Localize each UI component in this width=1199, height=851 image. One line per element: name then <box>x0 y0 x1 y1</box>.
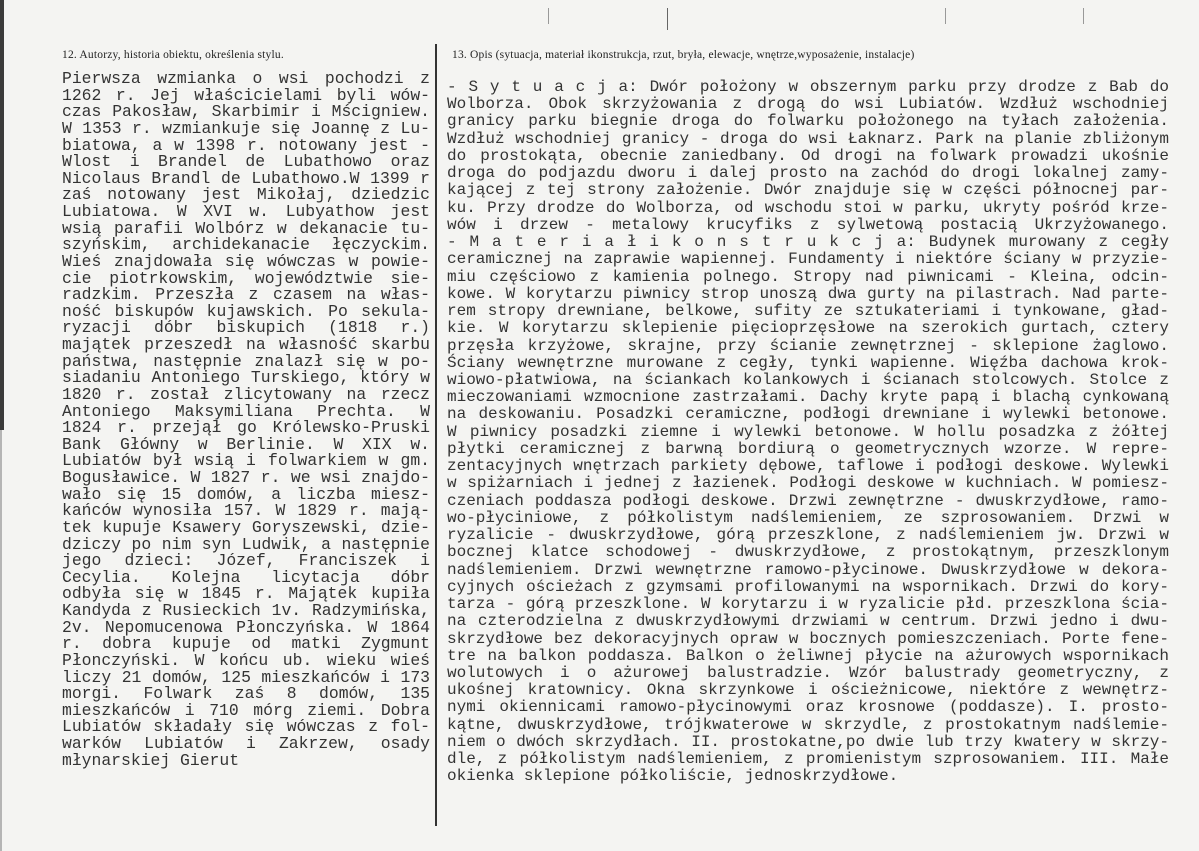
scan-mark <box>667 8 668 30</box>
text-line: kańców wynosiła 157. W 1829 r. mają- <box>62 501 430 521</box>
scan-mark <box>548 8 549 24</box>
text-line: 2v. Nepomucenowa Płonczyńska. W 1864 <box>62 617 430 637</box>
text-line: ku. Przy drodze do Wolborza, od wschodu stoi w parku, ukryty pośród krze- <box>447 198 1169 217</box>
text-line: wo-płyciniowe, z półkolistym nadślemieniem, ze szprosowaniem. Drzwi w <box>447 508 1169 527</box>
text-line: W piwnicy posadzki ziemne i wylewki betonowe. W hollu posadzka z żółtej <box>447 422 1169 441</box>
scan-edge-shadow-lower <box>0 430 2 851</box>
text-line: nymi okiennicami ramowo-płycinowymi oraz krosnowe (poddasze). I. prosto- <box>447 698 1169 717</box>
text-line: Wieś znajdowała się wówczas w powie- <box>62 251 430 271</box>
text-line: 1262 r. Jej właścicielami byli wów- <box>62 85 430 105</box>
text-line: tarza - górą przeszklone. W korytarzu i w ryzalicie płd. przeszklona ścia- <box>447 595 1169 614</box>
text-line: kowe. W korytarzu piwnicy strop unoszą dwa gurty na pilastrach. Nad parte- <box>447 284 1169 303</box>
text-line: Cecylia. Kolejna licytacja dóbr <box>62 567 430 587</box>
text-line: mieczowaniami wzmocnione zastrzałami. Dachy kryte papą i blachą cynkowaną <box>447 388 1169 407</box>
text-line: r. dobra kupuje od matki Zygmunt <box>62 634 430 654</box>
text-line: 1820 r. został zlicytowany na rzecz <box>62 384 430 404</box>
text-line: majątek przeszedł na własność skarbu <box>62 335 430 354</box>
text-line: dle, z półkolistym nadślemieniem, z promienistym szprosowaniem. III. Małe <box>447 750 1169 769</box>
text-line: ukośnej kratownicy. Okna skrzynkowe i ościeżnicowe, niektóre z wewnętrz- <box>447 681 1169 700</box>
text-line: Nicolaus Brandl de Lubathowo.W 1399 r <box>62 168 430 188</box>
text-line: cie piotrkowskim, województwie sie- <box>62 268 430 288</box>
text-line: miu częściowo z kamienia polnego. Stropy nad piwnicami - Kleina, odcin- <box>447 267 1169 286</box>
text-line: W 1353 r. wzmiankuje się Joannę z Lu- <box>62 118 430 138</box>
text-line: Płonczyński. W końcu ub. wieku wieś <box>62 650 430 670</box>
text-line: dziczy po nim syn Ludwik, a następnie <box>62 534 430 554</box>
text-line: do prostokąta, obecnie zaniedbany. Od drogi na folwark prowadzi ukośnie <box>447 146 1169 165</box>
text-line: Wolborza. Obok skrzyżowania z drogą do wsi Lubiatów. Wzdłuż wschodniej <box>447 95 1169 114</box>
scan-mark <box>945 8 946 24</box>
text-line: skrzydłowe bez dekoracyjnych opraw w bocznych pomieszczeniach. Porte fene- <box>447 629 1169 648</box>
text-line: młynarskiej Gierut <box>62 750 240 770</box>
text-line: okienka sklepione półkoliście, jednoskrzydłowe. <box>447 767 899 786</box>
text-line: płytki ceramicznej z barwną bordiurą o geometrycznych wzorze. W repre- <box>447 439 1169 458</box>
text-line: wało się 15 domów, a liczba miesz- <box>62 484 430 504</box>
text-line: wsią parafii Wolbórz w dekanacie tu- <box>62 218 430 238</box>
section-12-heading: 12. Autorzy, historia obiektu, określenia stylu. <box>62 49 284 61</box>
text-line: bocznej klatce schodowej - dwuskrzydłowe, z prostokątnym, przeszklonym <box>447 543 1169 562</box>
text-line: odbyła się w 1845 r. Majątek kupiła <box>62 584 430 604</box>
text-line: kątne, dwuskrzydłowe, trójkwaterowe w skrzydle, z prostokatnym nadślemie- <box>447 715 1169 734</box>
history-text-column <box>62 71 430 769</box>
text-line: przęsła krzyżowe, skrajne, przy ścianie zewnętrznej - sklepione żaglowo. <box>447 336 1169 355</box>
text-line: wów i drzew - metalowy krucyfiks z sylwetową postacią Ukrzyżowanego. <box>447 215 1169 234</box>
scan-mark <box>1083 8 1084 24</box>
text-line: Wlost i Brandel de Lubathowo oraz <box>62 152 430 172</box>
text-line: morgi. Folwark zaś 8 domów, 135 <box>62 684 430 704</box>
text-line: liczy 21 domów, 125 mieszkańców i 173 <box>62 667 430 687</box>
text-line: warków Lubiatów i Zakrzew, osady <box>62 734 430 753</box>
text-line: na czterodzielna z dwuskrzydłowymi drzwiami w centrum. Drzwi jedno i dwu- <box>447 612 1169 631</box>
text-line: radzkim. Przeszła z czasem na włas- <box>62 285 430 305</box>
text-line: Pierwsza wzmianka o wsi pochodzi z <box>62 69 430 88</box>
section-13-heading: 13. Opis (sytuacja, materiał ikonstrukcja, rzut, bryła, elewacje, wnętrze,wyposażenie, instalacje) <box>452 49 915 61</box>
text-line: ryzalicie - dwuskrzydłowe, górą przeszklone, z nadślemieniem jw. Drzwi w <box>447 526 1169 545</box>
text-line: zaś notowany jest Mikołaj, dziedzic <box>62 185 430 205</box>
text-line: droga do podjazdu dworu i dalej prosto na zachód do drogi lokalnej zamy- <box>447 164 1169 183</box>
text-line: czas Pakosław, Skarbimir i Mścigniew. <box>62 102 430 122</box>
text-line: Kandyda z Rusieckich 1v. Radzymińska, <box>62 601 430 620</box>
column-divider <box>435 44 437 826</box>
text-line: granicy parku biegnie droga do folwarku położonego na tyłach założenia. <box>447 112 1169 131</box>
text-line: cyjnych ościeżach z gzymsami profilowanymi na wspornikach. Drzwi do kory- <box>447 577 1169 596</box>
text-line: siadaniu Antoniego Turskiego, który w <box>62 368 430 388</box>
text-line: Lubiatów składały się wówczas z fol- <box>62 717 430 737</box>
text-line: ność biskupów kujawskich. Po sekula- <box>62 301 430 321</box>
text-line: 1824 r. przejął go Królewsko-Pruski <box>62 418 430 438</box>
text-line: szyńskim, archidekanacie łęczyckim. <box>62 235 430 255</box>
text-line: wiowo-płatwiowa, na ściankach kolankowych i ścianach stolcowych. Stolce z <box>447 370 1169 389</box>
text-line: tek kupuje Ksawery Goryszewski, dzie- <box>62 517 430 537</box>
scan-edge-shadow <box>0 0 4 430</box>
text-line: na deskowaniu. Posadzki ceramiczne, podłogi drewniane i wylewki betonowe. <box>447 405 1169 424</box>
text-line: w spiżarniach i jednej z łazienek. Podłogi deskowe w kuchniach. W pomiesz- <box>447 474 1169 493</box>
text-line: Ściany wewnętrzne murowane z cegły, tynki wapienne. Więźba dachowa krok- <box>447 353 1169 372</box>
text-line: ryzacji dóbr biskupich (1818 r.) <box>62 318 430 338</box>
text-line: niem o dwóch skrzydłach. II. prostokatne,po dwie lub trzy kwatery w skrzy- <box>447 732 1169 751</box>
text-line: Wzdłuż wschodniej granicy - droga do wsi Łaknarz. Park na planie zbliżonym <box>447 129 1169 148</box>
text-line: jego dzieci: Józef, Franciszek i <box>62 551 430 571</box>
text-line: - M a t e r i a ł i k o n s t r u k c j a: Budynek murowany z cegły <box>447 233 1169 252</box>
text-line: Bogusławice. W 1827 r. we wsi znajdo- <box>62 468 430 487</box>
text-line: mieszkańców i 710 mórg ziemi. Dobra <box>62 700 430 720</box>
text-line: kającej z tej strony założenie. Dwór znajduje się w części północnej par- <box>447 181 1169 200</box>
text-line: zentacyjnych wnętrzach parkiety dębowe, taflowe i podłogi deskowe. Wylewki <box>447 457 1169 476</box>
text-line: Lubiatów był wsią i folwarkiem w gm. <box>62 451 430 471</box>
text-line: wolutowych i o ażurowej balustradzie. Wzór balustrady geometryczny, z <box>447 663 1169 682</box>
text-line: Antoniego Maksymiliana Prechta. W <box>62 401 430 421</box>
text-line: tre na balkon poddasza. Balkon o żeliwnej płycie na ażurowych wspornikach <box>447 646 1169 665</box>
text-line: biatowa, a w 1398 r. notowany jest - <box>62 135 430 155</box>
text-line: czeniach poddasza podłogi deskowe. Drzwi zewnętrzne - dwuskrzydłowe, ramo- <box>447 491 1169 510</box>
text-line: rem stropy drewniane, belkowe, sufity ze sztukateriami i tynkowane, gład- <box>447 302 1169 321</box>
text-line: Lubiatowa. W XVI w. Lubyathow jest <box>62 202 430 221</box>
text-line: państwa, następnie znalazł się w po- <box>62 351 430 371</box>
text-line: nadślemieniem. Drzwi wewnętrzne ramowo-płycinowe. Dwuskrzydłowe w dekora- <box>447 560 1169 579</box>
description-text-column <box>447 79 1169 786</box>
text-line: kie. W korytarzu sklepienie pięcioprzęsłowe na szerokich gurtach, cztery <box>447 319 1169 338</box>
text-line: - S y t u a c j a: Dwór położony w obszernym parku przy drodze z Bab do <box>447 78 1169 96</box>
text-line: ceramicznej na zaprawie wapiennej. Fundamenty i niektóre ściany w przyzie- <box>447 250 1169 269</box>
text-line: Bank Główny w Berlinie. W XIX w. <box>62 434 430 454</box>
